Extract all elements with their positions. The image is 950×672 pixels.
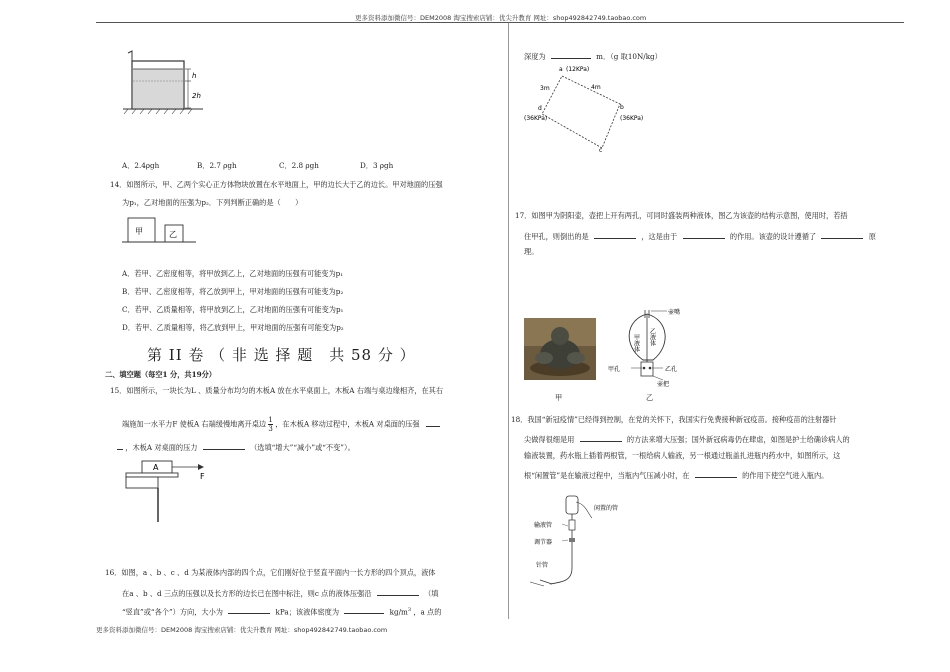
header-rule (96, 22, 904, 23)
iv-drip-figure (522, 492, 642, 594)
q18-line4 (524, 469, 828, 481)
q14-line1: 14．如图所示，甲、乙两个实心正方体物块放置在水平地面上，甲的边长大于乙的边长。甲对地面的压强 (110, 180, 443, 189)
q15-blank-1-cont (117, 441, 123, 450)
teapot-diagram-label: 乙 (646, 393, 654, 402)
q17-line2 (524, 230, 876, 242)
q16-line2 (122, 587, 438, 599)
teapot-structure-diagram (605, 306, 695, 391)
iv-idle-tube: 闲置的管 (594, 505, 619, 512)
pt-a: a (559, 66, 563, 73)
q17-line1: 17．如图甲为阴阳壶，壶把上开有两孔，可同时盛装两种液体，图乙为该壶的结构示意图，使用时，若捂 (515, 211, 848, 220)
pt-b: b (620, 104, 624, 111)
rectangle-abcd-figure (520, 62, 660, 154)
part2-heading: 二、填空题（每空1 分，共19分） (105, 370, 216, 379)
q15-line3a: ，木板A 对桌面的压力 (125, 443, 198, 452)
q17-line2d: 原 (868, 232, 876, 241)
q16-blank-1[interactable] (377, 587, 419, 596)
diag-handle: 壶把 (657, 381, 670, 388)
q14-cube-figure (120, 213, 200, 247)
q13-option-a: A．2.4ρgh (122, 161, 160, 170)
q17-blank-3[interactable] (821, 230, 863, 239)
q13-option-b: B．2.7 ρgh (197, 161, 237, 170)
force-f-label: F (200, 472, 205, 481)
q18-blank-1[interactable] (580, 433, 622, 442)
diag-spout: 壶嘴 (668, 309, 681, 316)
beaker-figure (118, 45, 213, 117)
teapot-photo (524, 318, 596, 380)
q15-blank-2[interactable] (203, 441, 245, 450)
section-title: 第 II 卷 （ 非 选 择 题 共 58 分 ） (147, 346, 416, 364)
q14-option-b: B．若甲、乙密度相等，将乙放到甲上，甲对地面的压强有可能变为p₂ (122, 287, 344, 296)
q16-line3 (122, 605, 441, 617)
len-4m: 4m (591, 84, 601, 91)
q15-line2 (122, 416, 440, 433)
pt-d: d (538, 105, 542, 112)
len-3m: 3m (540, 85, 550, 92)
q16-line3d: ，a 点的 (413, 607, 442, 617)
q18-line2a: 尖做得很细是用 (524, 435, 575, 444)
column-divider (508, 23, 509, 619)
q16-cont-b: m．（g 取10N/kg） (596, 52, 662, 61)
q17-blank-1[interactable] (594, 230, 636, 239)
fraction-num: 1 (268, 416, 273, 424)
fraction-den: 3 (268, 425, 273, 433)
q14-option-c: C．若甲、乙质量相等，将甲放到乙上，乙对地面的压强有可能变为p₁ (122, 305, 344, 314)
q18-line3: 输液装置，药水瓶上插着两根管，一根给病人输液，另一根通过瓶盖扎进瓶内药水中，如图所示，这 (524, 451, 841, 460)
q16-line3c: kg/m (389, 607, 408, 617)
q15-line2b: ，在木板A 移动过程中，木板A 对桌面的压强 (275, 419, 420, 429)
fraction (268, 416, 272, 433)
teapot-photo-label: 甲 (555, 393, 563, 402)
q14-option-d: D．若甲、乙质量相等，将乙放到甲上，甲对地面的压强有可能变为p₂ (122, 323, 344, 332)
q16-line2a: 在a 、b 、d 三点的压强以及长方形的边长已在图中标注，则c 点的液体压强沿 (122, 589, 372, 598)
diag-liq-b: 乙液体 (648, 328, 656, 346)
q14-option-a: A．若甲、乙密度相等，将甲放到乙上，乙对地面的压强有可能变为p₁ (122, 269, 344, 278)
q17-line2b: ，这是由于 (641, 232, 678, 241)
page-header: 更多资料添加微信号：DEM2008 淘宝搜索店铺：优尖升教育 网址：shop492842749.taobao.com (355, 14, 647, 22)
q16-line2b: （填 (424, 589, 439, 598)
q13-option-d: D．3 ρgh (360, 161, 394, 170)
pa-d: (36KPa) (524, 115, 548, 122)
q18-line2 (524, 433, 850, 445)
iv-infusion-tube: 输液管 (534, 522, 553, 529)
q15-line3b: （选填“增大”“减小”或“不变”）。 (250, 443, 355, 452)
q16-cont-a: 深度为 (524, 52, 546, 61)
q16-cont-line (524, 50, 662, 62)
q16-line1: 16．如图，a 、b 、c 、d 为某液体内部的四个点，它们刚好位于竖直平面内一长方形的四个顶点，液体 (105, 568, 436, 577)
q14-line2: 为p₁，乙对地面的压强为p₂．下列判断正确的是（ ） (122, 198, 303, 207)
page-footer: 更多资料添加微信号：DEM2008 淘宝搜索店铺：优尖升教育 网址：shop492842749.taobao.com (96, 626, 388, 634)
q15-line3 (117, 441, 355, 453)
q17-line2c: 的作用。该壶的设计遵循了 (729, 232, 817, 241)
q17-blank-2[interactable] (683, 230, 725, 239)
q18-blank-2[interactable] (695, 469, 737, 478)
iv-needle: 针管 (536, 562, 549, 569)
q18-line1: 18．我国“新冠疫情”已经得到控制，在党的关怀下，我国实行免费接种新冠疫苗。接种疫苗的注射器针 (511, 415, 837, 424)
q15-board-figure (122, 458, 212, 524)
q16-line3-sup: 3 (407, 607, 411, 613)
q15-blank-1[interactable] (426, 418, 440, 427)
diag-liq-a: 甲液体 (632, 334, 640, 352)
q18-line4b: 的作用下使空气进入瓶内。 (742, 471, 829, 480)
board-a-label: A (153, 463, 159, 472)
q15-line1: 15．如图所示，一块长为L 、质量分布均匀的木板A 放在水平桌面上，木板A 右端与桌边缘相齐，在其右 (110, 386, 444, 395)
pa-a: (12KPa) (566, 66, 590, 73)
iv-regulator: 调节器 (534, 539, 553, 546)
q17-line3: 理。 (524, 247, 539, 256)
q16-blank-2[interactable] (228, 605, 270, 614)
cube-jia-label: 甲 (135, 227, 143, 236)
diag-hole-a: 甲孔 (608, 366, 621, 373)
q16-line3a: “竖直”或“各个”）方向，大小为 (122, 607, 223, 617)
pa-b: (36KPa) (620, 115, 644, 122)
label-h: h (192, 72, 197, 80)
q17-line2a: 住甲孔，则倒出的是 (524, 232, 589, 241)
q13-option-c: C．2.8 ρgh (279, 161, 319, 170)
pt-c: c (599, 147, 603, 154)
q16-line3b: kPa；该液体密度为 (275, 607, 340, 617)
q18-line4a: 根“闲置管”是在输液过程中，当瓶内气压减小时，在 (524, 471, 690, 480)
q16-blank-3[interactable] (344, 605, 384, 614)
cube-yi-label: 乙 (169, 230, 177, 239)
diag-hole-b: 乙孔 (665, 366, 678, 373)
label-2h: 2h (192, 92, 201, 100)
q18-line2b: 的方法来增大压强；国外新冠病毒仍在肆虐，如图是护士给确诊病人的 (626, 435, 850, 444)
q16-blank-4[interactable] (551, 50, 591, 59)
q15-line2a: 端施加一水平力F 使板A 右端缓慢地离开桌边 (122, 419, 267, 429)
